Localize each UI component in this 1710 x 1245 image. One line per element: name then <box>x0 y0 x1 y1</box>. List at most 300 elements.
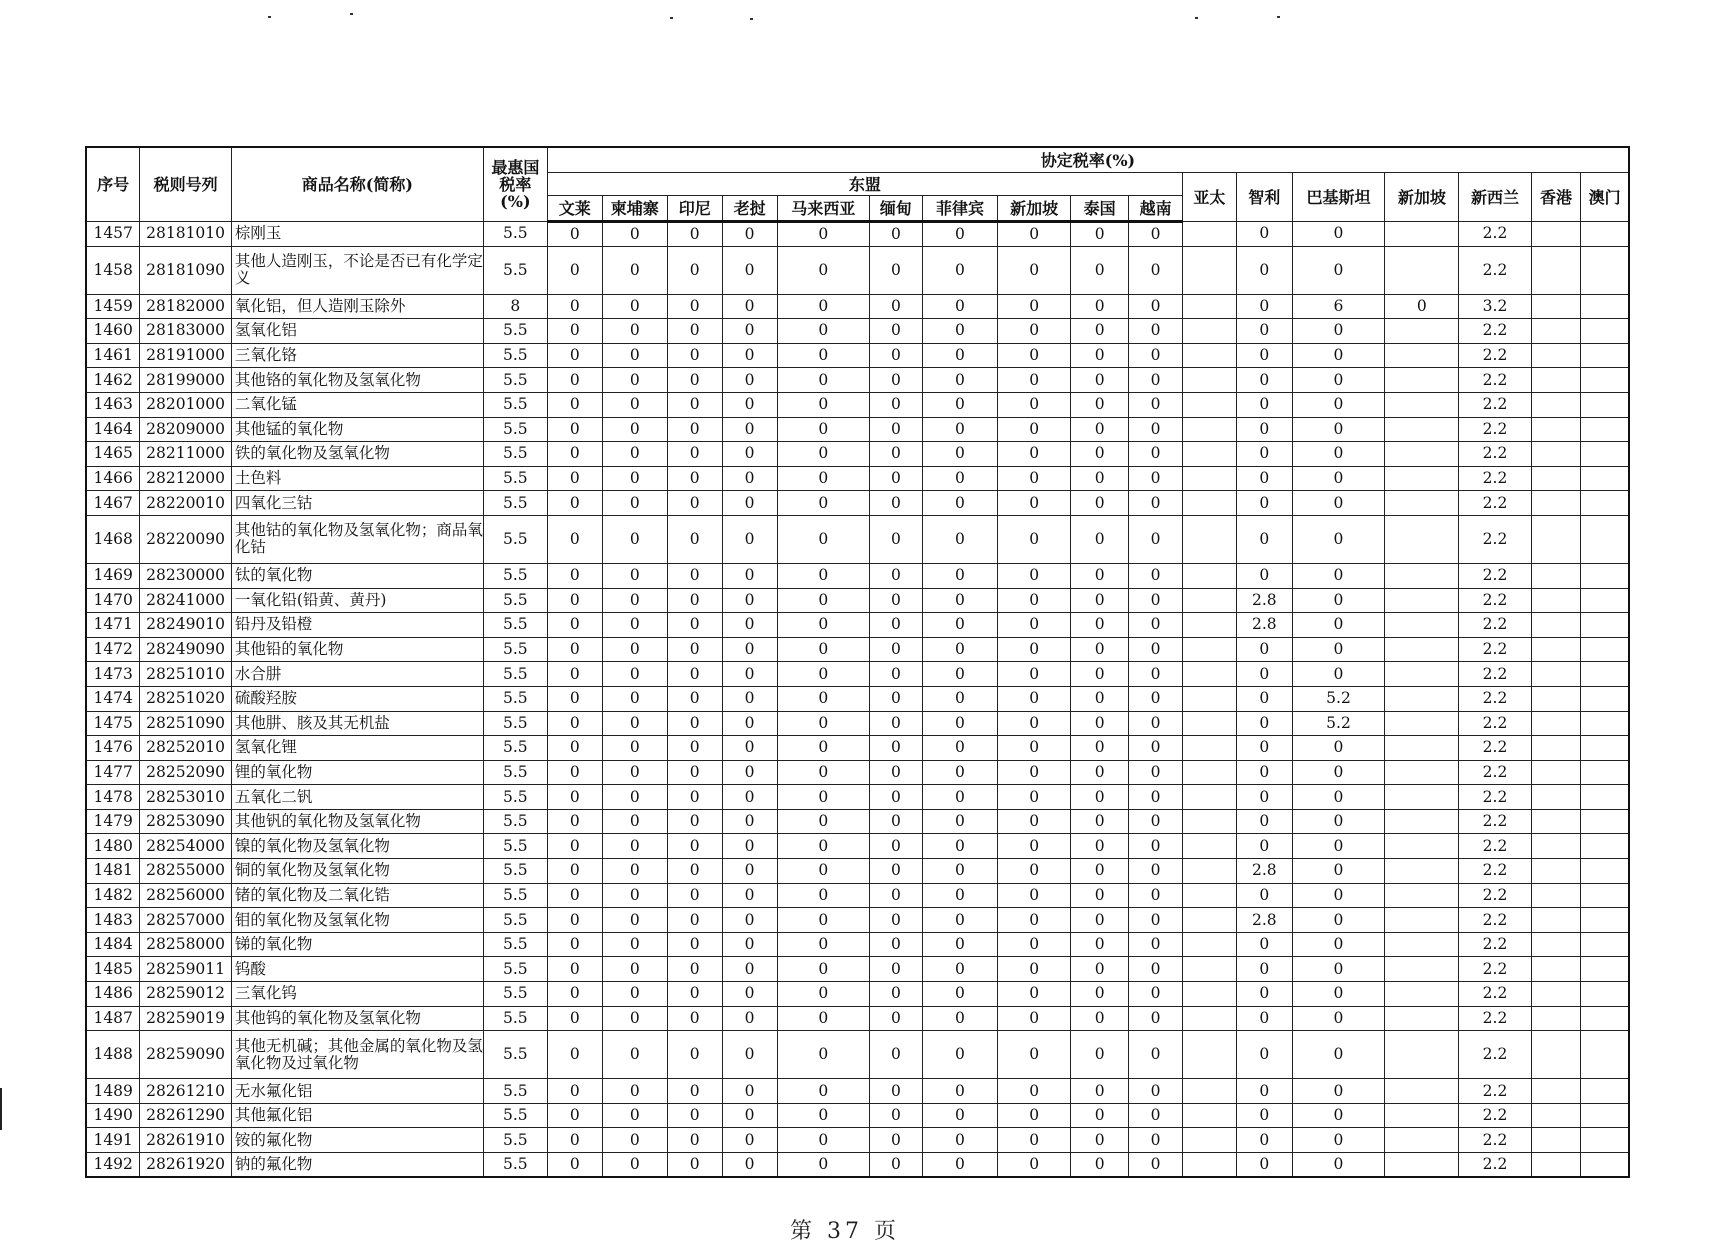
row-asean-rate: 0 <box>1071 932 1129 957</box>
row-code: 28259011 <box>140 957 231 982</box>
row-asean-rate: 0 <box>602 1079 667 1104</box>
row-partner-rate <box>1581 563 1629 588</box>
row-partner-rate <box>1385 883 1459 908</box>
row-asean-rate: 0 <box>870 294 923 319</box>
row-asean-rate: 0 <box>602 1128 667 1153</box>
row-asean-rate: 0 <box>870 491 923 516</box>
row-asean-rate: 0 <box>870 957 923 982</box>
row-asean-rate: 0 <box>547 368 602 393</box>
row-asean-rate: 0 <box>667 417 722 442</box>
row-asean-rate: 0 <box>777 785 869 810</box>
row-asean-rate: 0 <box>1071 834 1129 859</box>
row-asean-rate: 0 <box>922 785 997 810</box>
row-code: 28261210 <box>140 1079 231 1104</box>
row-asean-rate: 0 <box>998 1153 1071 1178</box>
row-asean-rate: 0 <box>1129 760 1183 785</box>
header-other-partner: 香港 <box>1531 173 1581 222</box>
row-asean-rate: 0 <box>998 563 1071 588</box>
row-asean-rate: 0 <box>667 222 722 247</box>
row-seq: 1488 <box>86 1031 140 1079</box>
row-partner-rate: 2.2 <box>1459 588 1531 613</box>
row-seq: 1462 <box>86 368 140 393</box>
row-partner-rate <box>1385 319 1459 344</box>
row-partner-rate <box>1385 736 1459 761</box>
row-asean-rate: 0 <box>1129 343 1183 368</box>
table-row <box>86 809 1629 834</box>
row-partner-rate <box>1581 246 1629 294</box>
row-seq: 1463 <box>86 392 140 417</box>
row-asean-rate: 0 <box>547 466 602 491</box>
row-partner-rate: 0 <box>1236 246 1292 294</box>
row-partner-rate: 0 <box>1236 1079 1292 1104</box>
row-asean-rate: 0 <box>1129 637 1183 662</box>
row-partner-rate: 0 <box>1236 417 1292 442</box>
row-partner-rate: 0 <box>1292 392 1384 417</box>
row-seq: 1477 <box>86 760 140 785</box>
row-asean-rate: 0 <box>870 982 923 1007</box>
row-asean-rate: 0 <box>1129 319 1183 344</box>
row-partner-rate: 2.2 <box>1459 319 1531 344</box>
row-name: 其他钨的氧化物及氢氧化物 <box>231 1006 483 1031</box>
header-asean-country: 老挝 <box>722 196 777 222</box>
row-asean-rate: 0 <box>998 637 1071 662</box>
row-mfn-rate: 5.5 <box>483 982 547 1007</box>
row-seq: 1460 <box>86 319 140 344</box>
row-mfn-rate: 5.5 <box>483 1103 547 1128</box>
row-asean-rate: 0 <box>1071 662 1129 687</box>
row-asean-rate: 0 <box>777 883 869 908</box>
row-asean-rate: 0 <box>722 1153 777 1178</box>
row-partner-rate: 2.2 <box>1459 662 1531 687</box>
row-partner-rate <box>1385 785 1459 810</box>
row-asean-rate: 0 <box>777 368 869 393</box>
row-partner-rate: 2.2 <box>1459 637 1531 662</box>
row-partner-rate <box>1531 1031 1581 1079</box>
row-mfn-rate: 5.5 <box>483 1153 547 1178</box>
row-mfn-rate: 5.5 <box>483 368 547 393</box>
row-code: 28258000 <box>140 932 231 957</box>
row-asean-rate: 0 <box>998 294 1071 319</box>
row-asean-rate: 0 <box>602 319 667 344</box>
row-asean-rate: 0 <box>777 613 869 638</box>
table-row <box>86 1128 1629 1153</box>
row-partner-rate <box>1531 736 1581 761</box>
row-name: 硫酸羟胺 <box>231 686 483 711</box>
row-partner-rate <box>1531 222 1581 247</box>
row-partner-rate: 0 <box>1292 563 1384 588</box>
row-asean-rate: 0 <box>547 1031 602 1079</box>
row-partner-rate <box>1385 1128 1459 1153</box>
row-asean-rate: 0 <box>777 686 869 711</box>
row-partner-rate <box>1183 1103 1237 1128</box>
row-asean-rate: 0 <box>870 1128 923 1153</box>
row-partner-rate <box>1183 982 1237 1007</box>
row-code: 28252090 <box>140 760 231 785</box>
row-code: 28211000 <box>140 442 231 467</box>
row-asean-rate: 0 <box>870 343 923 368</box>
row-partner-rate <box>1531 368 1581 393</box>
row-seq: 1479 <box>86 809 140 834</box>
row-partner-rate <box>1581 982 1629 1007</box>
header-asean-country: 缅甸 <box>870 196 923 222</box>
row-asean-rate: 0 <box>722 417 777 442</box>
table-row <box>86 319 1629 344</box>
row-partner-rate <box>1581 442 1629 467</box>
row-partner-rate <box>1385 613 1459 638</box>
row-name: 其他氟化铝 <box>231 1103 483 1128</box>
row-seq: 1470 <box>86 588 140 613</box>
table-row <box>86 417 1629 442</box>
row-asean-rate: 0 <box>667 515 722 563</box>
row-partner-rate: 0 <box>1236 957 1292 982</box>
row-asean-rate: 0 <box>722 1128 777 1153</box>
row-asean-rate: 0 <box>547 588 602 613</box>
row-mfn-rate: 5.5 <box>483 515 547 563</box>
row-asean-rate: 0 <box>602 982 667 1007</box>
row-partner-rate: 2.2 <box>1459 563 1531 588</box>
row-partner-rate <box>1183 711 1237 736</box>
row-partner-rate <box>1183 637 1237 662</box>
row-partner-rate <box>1183 1128 1237 1153</box>
row-partner-rate: 2.2 <box>1459 711 1531 736</box>
row-partner-rate <box>1183 563 1237 588</box>
row-partner-rate: 0 <box>1236 1128 1292 1153</box>
row-seq: 1480 <box>86 834 140 859</box>
row-partner-rate <box>1581 908 1629 933</box>
row-asean-rate: 0 <box>722 392 777 417</box>
row-partner-rate <box>1183 908 1237 933</box>
scan-speck <box>268 16 271 18</box>
row-partner-rate: 0 <box>1292 637 1384 662</box>
row-asean-rate: 0 <box>922 982 997 1007</box>
row-partner-rate <box>1581 957 1629 982</box>
header-asean-country: 泰国 <box>1071 196 1129 222</box>
row-code: 28249090 <box>140 637 231 662</box>
row-asean-rate: 0 <box>922 932 997 957</box>
row-partner-rate: 0 <box>1236 466 1292 491</box>
row-partner-rate: 0 <box>1292 834 1384 859</box>
row-partner-rate <box>1531 246 1581 294</box>
row-partner-rate <box>1581 1031 1629 1079</box>
header-mfn-line3: (%) <box>500 192 531 211</box>
row-partner-rate: 5.2 <box>1292 686 1384 711</box>
row-asean-rate: 0 <box>1129 417 1183 442</box>
row-partner-rate: 0 <box>1292 932 1384 957</box>
row-partner-rate <box>1531 294 1581 319</box>
row-asean-rate: 0 <box>722 957 777 982</box>
row-mfn-rate: 5.5 <box>483 908 547 933</box>
row-asean-rate: 0 <box>667 1031 722 1079</box>
row-asean-rate: 0 <box>870 392 923 417</box>
row-code: 28220090 <box>140 515 231 563</box>
row-asean-rate: 0 <box>922 883 997 908</box>
row-asean-rate: 0 <box>547 908 602 933</box>
row-asean-rate: 0 <box>602 563 667 588</box>
row-asean-rate: 0 <box>1129 246 1183 294</box>
row-seq: 1475 <box>86 711 140 736</box>
row-mfn-rate: 5.5 <box>483 491 547 516</box>
row-partner-rate: 2.2 <box>1459 1103 1531 1128</box>
row-partner-rate: 2.2 <box>1459 834 1531 859</box>
row-partner-rate <box>1531 417 1581 442</box>
row-asean-rate: 0 <box>547 834 602 859</box>
row-partner-rate <box>1581 637 1629 662</box>
row-code: 28251010 <box>140 662 231 687</box>
row-name: 氢氧化铝 <box>231 319 483 344</box>
row-name: 棕刚玉 <box>231 222 483 247</box>
row-asean-rate: 0 <box>870 1079 923 1104</box>
header-other-partner: 新加坡 <box>1385 173 1459 222</box>
row-partner-rate <box>1531 809 1581 834</box>
row-partner-rate <box>1531 1006 1581 1031</box>
row-partner-rate <box>1581 613 1629 638</box>
row-asean-rate: 0 <box>667 760 722 785</box>
scan-speck <box>350 13 353 15</box>
row-partner-rate <box>1581 711 1629 736</box>
row-asean-rate: 0 <box>870 834 923 859</box>
row-partner-rate: 2.8 <box>1236 908 1292 933</box>
row-partner-rate <box>1581 1103 1629 1128</box>
row-asean-rate: 0 <box>547 982 602 1007</box>
row-partner-rate <box>1183 686 1237 711</box>
row-asean-rate: 0 <box>922 343 997 368</box>
row-asean-rate: 0 <box>922 711 997 736</box>
row-partner-rate <box>1581 1079 1629 1104</box>
row-partner-rate <box>1385 368 1459 393</box>
row-partner-rate: 2.2 <box>1459 957 1531 982</box>
row-seq: 1486 <box>86 982 140 1007</box>
row-partner-rate <box>1581 736 1629 761</box>
row-partner-rate <box>1581 417 1629 442</box>
row-code: 28230000 <box>140 563 231 588</box>
row-asean-rate: 0 <box>602 466 667 491</box>
row-code: 28259012 <box>140 982 231 1007</box>
row-partner-rate <box>1183 588 1237 613</box>
row-asean-rate: 0 <box>870 1103 923 1128</box>
row-name: 一氧化铅(铅黄、黄丹) <box>231 588 483 613</box>
row-mfn-rate: 5.5 <box>483 736 547 761</box>
row-partner-rate: 0 <box>1236 1153 1292 1178</box>
row-asean-rate: 0 <box>667 686 722 711</box>
row-asean-rate: 0 <box>547 785 602 810</box>
row-asean-rate: 0 <box>922 736 997 761</box>
row-name: 三氧化钨 <box>231 982 483 1007</box>
row-asean-rate: 0 <box>602 491 667 516</box>
row-asean-rate: 0 <box>667 957 722 982</box>
row-partner-rate <box>1183 246 1237 294</box>
row-asean-rate: 0 <box>777 442 869 467</box>
row-partner-rate: 0 <box>1292 613 1384 638</box>
row-asean-rate: 0 <box>998 343 1071 368</box>
row-partner-rate: 2.2 <box>1459 932 1531 957</box>
row-code: 28181010 <box>140 222 231 247</box>
row-partner-rate: 0 <box>1292 588 1384 613</box>
row-partner-rate <box>1385 1079 1459 1104</box>
row-asean-rate: 0 <box>1129 785 1183 810</box>
row-partner-rate: 0 <box>1236 515 1292 563</box>
row-code: 28199000 <box>140 368 231 393</box>
row-asean-rate: 0 <box>870 809 923 834</box>
row-seq: 1461 <box>86 343 140 368</box>
row-name: 三氧化铬 <box>231 343 483 368</box>
row-partner-rate: 2.2 <box>1459 1079 1531 1104</box>
row-seq: 1485 <box>86 957 140 982</box>
row-asean-rate: 0 <box>1129 1006 1183 1031</box>
row-asean-rate: 0 <box>667 319 722 344</box>
row-partner-rate: 0 <box>1292 908 1384 933</box>
row-partner-rate <box>1385 809 1459 834</box>
header-other-partner: 巴基斯坦 <box>1292 173 1384 222</box>
row-asean-rate: 0 <box>1071 368 1129 393</box>
row-asean-rate: 0 <box>547 1128 602 1153</box>
row-code: 28182000 <box>140 294 231 319</box>
row-partner-rate <box>1385 491 1459 516</box>
row-asean-rate: 0 <box>998 588 1071 613</box>
row-code: 28191000 <box>140 343 231 368</box>
row-asean-rate: 0 <box>922 442 997 467</box>
row-asean-rate: 0 <box>922 294 997 319</box>
row-partner-rate <box>1385 760 1459 785</box>
row-asean-rate: 0 <box>998 834 1071 859</box>
row-code: 28261290 <box>140 1103 231 1128</box>
table-row <box>86 246 1629 294</box>
row-asean-rate: 0 <box>870 908 923 933</box>
row-mfn-rate: 5.5 <box>483 563 547 588</box>
row-asean-rate: 0 <box>667 1079 722 1104</box>
row-asean-rate: 0 <box>1071 957 1129 982</box>
row-partner-rate: 0 <box>1292 785 1384 810</box>
table-row <box>86 883 1629 908</box>
header-asean-country: 印尼 <box>667 196 722 222</box>
row-asean-rate: 0 <box>602 417 667 442</box>
row-name: 钨酸 <box>231 957 483 982</box>
row-asean-rate: 0 <box>547 294 602 319</box>
row-code: 28257000 <box>140 908 231 933</box>
row-asean-rate: 0 <box>998 662 1071 687</box>
row-asean-rate: 0 <box>870 563 923 588</box>
row-mfn-rate: 5.5 <box>483 1128 547 1153</box>
row-mfn-rate: 5.5 <box>483 588 547 613</box>
row-asean-rate: 0 <box>777 637 869 662</box>
row-seq: 1474 <box>86 686 140 711</box>
row-partner-rate: 0 <box>1236 982 1292 1007</box>
row-asean-rate: 0 <box>722 1079 777 1104</box>
row-asean-rate: 0 <box>602 1031 667 1079</box>
row-asean-rate: 0 <box>1129 809 1183 834</box>
row-mfn-rate: 5.5 <box>483 466 547 491</box>
row-partner-rate: 0 <box>1292 319 1384 344</box>
row-asean-rate: 0 <box>998 491 1071 516</box>
row-asean-rate: 0 <box>722 442 777 467</box>
page-number: 第 37 页 <box>790 1219 900 1244</box>
row-partner-rate <box>1183 1006 1237 1031</box>
row-code: 28253090 <box>140 809 231 834</box>
row-asean-rate: 0 <box>998 417 1071 442</box>
row-partner-rate <box>1531 343 1581 368</box>
row-code: 28254000 <box>140 834 231 859</box>
row-partner-rate: 2.2 <box>1459 343 1531 368</box>
row-partner-rate: 2.2 <box>1459 613 1531 638</box>
table-row <box>86 588 1629 613</box>
row-asean-rate: 0 <box>1071 491 1129 516</box>
row-asean-rate: 0 <box>922 1153 997 1178</box>
row-partner-rate <box>1531 932 1581 957</box>
row-asean-rate: 0 <box>777 294 869 319</box>
table-row <box>86 442 1629 467</box>
row-name: 锂的氧化物 <box>231 760 483 785</box>
row-partner-rate <box>1581 662 1629 687</box>
row-asean-rate: 0 <box>667 711 722 736</box>
row-partner-rate <box>1385 563 1459 588</box>
row-partner-rate <box>1183 491 1237 516</box>
row-asean-rate: 0 <box>547 1153 602 1178</box>
row-name: 铁的氧化物及氢氧化物 <box>231 442 483 467</box>
row-asean-rate: 0 <box>722 736 777 761</box>
row-partner-rate: 2.2 <box>1459 982 1531 1007</box>
row-partner-rate <box>1385 343 1459 368</box>
row-asean-rate: 0 <box>998 222 1071 247</box>
row-name: 其他钒的氧化物及氢氧化物 <box>231 809 483 834</box>
table-row <box>86 368 1629 393</box>
row-asean-rate: 0 <box>1071 515 1129 563</box>
row-partner-rate <box>1385 466 1459 491</box>
row-mfn-rate: 5.5 <box>483 637 547 662</box>
row-asean-rate: 0 <box>1071 637 1129 662</box>
row-partner-rate: 0 <box>1292 1079 1384 1104</box>
row-name: 铜的氧化物及氢氧化物 <box>231 859 483 884</box>
row-partner-rate <box>1385 246 1459 294</box>
row-partner-rate <box>1581 785 1629 810</box>
row-partner-rate: 2.2 <box>1459 417 1531 442</box>
row-asean-rate: 0 <box>1071 760 1129 785</box>
row-partner-rate <box>1385 515 1459 563</box>
row-asean-rate: 0 <box>667 1103 722 1128</box>
row-partner-rate <box>1183 932 1237 957</box>
row-asean-rate: 0 <box>602 343 667 368</box>
row-asean-rate: 0 <box>722 859 777 884</box>
row-partner-rate <box>1385 982 1459 1007</box>
table-row <box>86 982 1629 1007</box>
row-asean-rate: 0 <box>870 1031 923 1079</box>
row-code: 28256000 <box>140 883 231 908</box>
row-asean-rate: 0 <box>667 908 722 933</box>
row-partner-rate <box>1531 834 1581 859</box>
row-asean-rate: 0 <box>547 563 602 588</box>
row-partner-rate: 0 <box>1236 637 1292 662</box>
row-partner-rate <box>1183 368 1237 393</box>
row-partner-rate: 2.8 <box>1236 588 1292 613</box>
table-row <box>86 662 1629 687</box>
row-partner-rate: 0 <box>1292 1006 1384 1031</box>
row-asean-rate: 0 <box>777 957 869 982</box>
row-asean-rate: 0 <box>998 319 1071 344</box>
table-row <box>86 222 1629 247</box>
table-row <box>86 686 1629 711</box>
row-asean-rate: 0 <box>547 222 602 247</box>
row-partner-rate <box>1531 1128 1581 1153</box>
header-asean-country: 新加坡 <box>998 196 1071 222</box>
row-partner-rate: 0 <box>1236 760 1292 785</box>
row-partner-rate <box>1531 442 1581 467</box>
row-mfn-rate: 5.5 <box>483 834 547 859</box>
row-asean-rate: 0 <box>870 222 923 247</box>
row-name: 五氧化二钒 <box>231 785 483 810</box>
row-partner-rate <box>1531 563 1581 588</box>
row-seq: 1483 <box>86 908 140 933</box>
row-asean-rate: 0 <box>667 491 722 516</box>
row-partner-rate: 2.8 <box>1236 859 1292 884</box>
row-asean-rate: 0 <box>1071 908 1129 933</box>
